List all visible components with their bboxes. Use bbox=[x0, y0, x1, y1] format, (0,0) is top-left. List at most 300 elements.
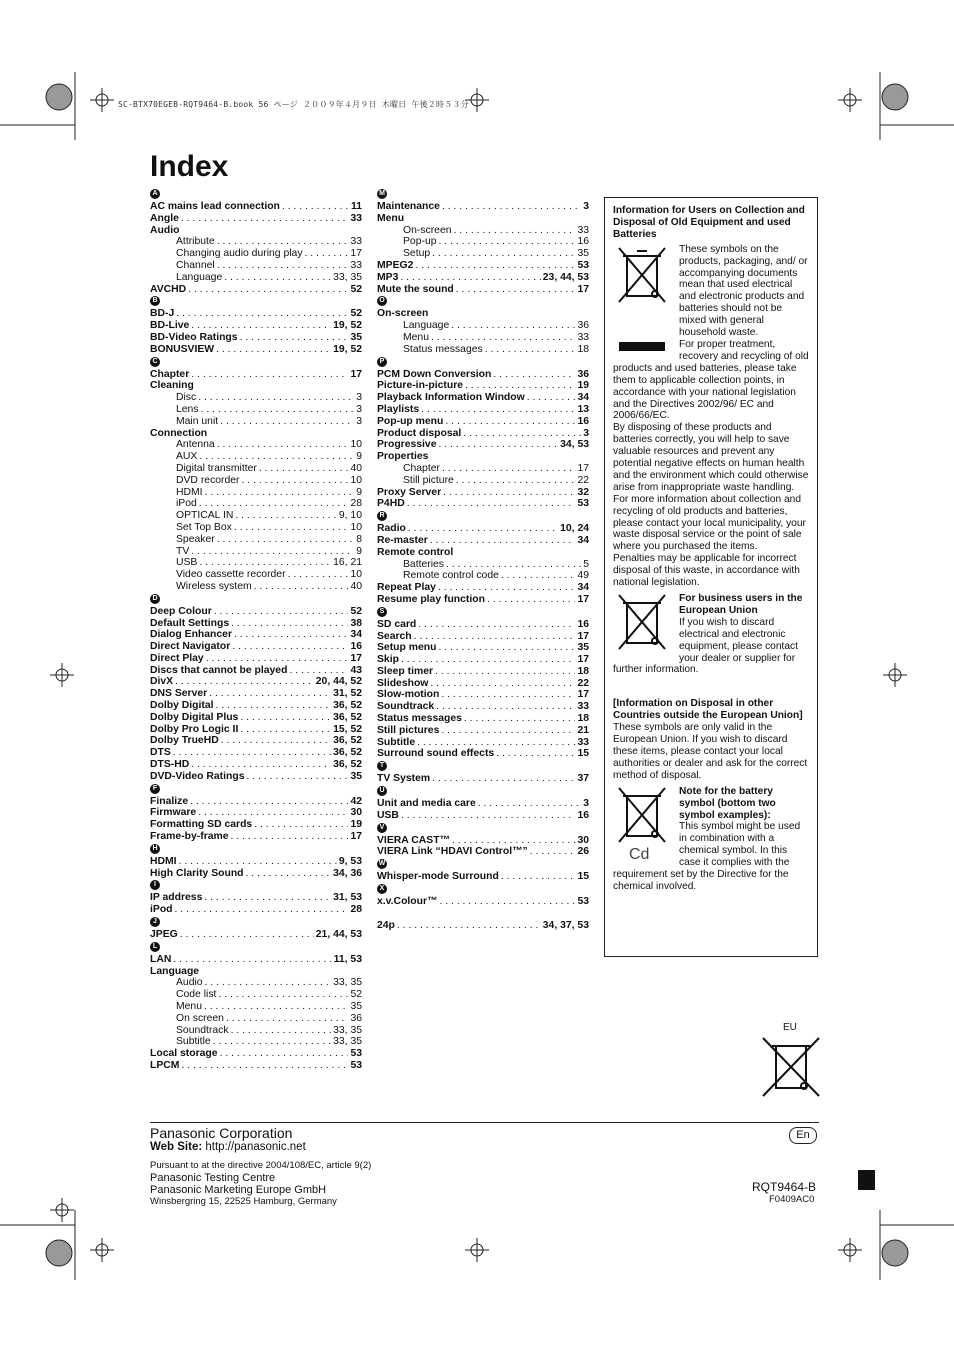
dot-leader bbox=[401, 810, 575, 822]
index-entry bbox=[377, 416, 589, 428]
dot-leader bbox=[205, 977, 332, 989]
dot-leader bbox=[176, 308, 348, 320]
entry-term: DTS bbox=[150, 747, 171, 759]
battery-text: This symbol might be used in combination with a chemical symbol. In this case it complies with the requirement set by the Directive for the chemical involved. bbox=[613, 821, 801, 892]
page-reference: 16 bbox=[577, 415, 589, 427]
entry-term: Soundtrack bbox=[176, 1024, 229, 1036]
entry-term: Product disposal bbox=[377, 427, 462, 439]
entry-term: Subtitle bbox=[176, 1036, 211, 1048]
page-reference: 17 bbox=[577, 462, 589, 474]
index-subentry bbox=[150, 581, 362, 593]
entry-term: Lens bbox=[176, 403, 199, 415]
page-reference: 33 bbox=[350, 212, 362, 224]
entry-term: Re-master bbox=[377, 534, 428, 546]
entry-term: Repeat Play bbox=[377, 582, 436, 594]
dot-leader bbox=[441, 725, 575, 737]
entry-term: BD-Video Ratings bbox=[150, 331, 238, 343]
entry-term: x.v.Colour™ bbox=[377, 896, 438, 908]
dot-leader bbox=[408, 523, 558, 535]
index-entry bbox=[377, 920, 589, 932]
section-letter-f: F bbox=[150, 784, 160, 794]
print-code: F0409AC0 bbox=[769, 1194, 815, 1205]
dot-leader bbox=[432, 248, 575, 260]
index-entry bbox=[377, 428, 589, 440]
dot-leader bbox=[201, 404, 355, 416]
index-column-1 bbox=[150, 188, 362, 1072]
page-reference: 33, 35 bbox=[333, 977, 362, 989]
index-entry bbox=[150, 868, 362, 880]
page-reference: 35 bbox=[350, 770, 362, 782]
dot-leader bbox=[217, 236, 349, 248]
page-reference: 3 bbox=[583, 798, 589, 810]
index-subentry bbox=[150, 1013, 362, 1025]
index-group-heading: Audio bbox=[150, 224, 180, 236]
index-entry bbox=[150, 641, 362, 653]
page-reference: 21 bbox=[577, 724, 589, 736]
entry-term: Digital transmitter bbox=[176, 462, 257, 474]
section-letter-p: P bbox=[377, 357, 387, 367]
entry-term: Slideshow bbox=[377, 677, 429, 689]
page-reference: 36, 52 bbox=[333, 735, 362, 747]
dot-leader bbox=[421, 404, 575, 416]
index-entry bbox=[150, 344, 362, 356]
index-entry bbox=[377, 798, 589, 810]
entry-term: LPCM bbox=[150, 1060, 180, 1071]
dot-leader bbox=[496, 748, 575, 760]
page-reference: 15 bbox=[577, 748, 589, 760]
entry-term: LAN bbox=[150, 953, 172, 965]
page-reference: 33 bbox=[577, 736, 589, 748]
outside-eu-text: These symbols are only valid in the European Union. If you wish to discard these items, please contact your local authorities or dealer and ask for the correct method of disposal. bbox=[613, 722, 808, 781]
entry-term: Menu bbox=[176, 1001, 202, 1013]
entry-term: Dolby Pro Logic II bbox=[150, 723, 239, 735]
page-reference: 52 bbox=[350, 605, 362, 617]
dot-leader bbox=[289, 665, 348, 677]
index-subentry bbox=[377, 225, 589, 237]
disposal-info-box bbox=[604, 197, 818, 957]
index-subentry bbox=[377, 463, 589, 475]
index-entry bbox=[377, 678, 589, 690]
index-entry bbox=[150, 688, 362, 700]
entry-term: BD-Live bbox=[150, 320, 190, 332]
dot-leader bbox=[191, 546, 354, 558]
index-entry bbox=[150, 892, 362, 904]
dot-leader bbox=[442, 463, 575, 475]
page-reference: 53 bbox=[350, 1060, 362, 1071]
page-reference: 11, 53 bbox=[333, 953, 362, 965]
entry-term: DVD-Video Ratings bbox=[150, 770, 245, 782]
index-subentry bbox=[150, 463, 362, 475]
index-entry bbox=[150, 904, 362, 916]
dot-leader bbox=[180, 929, 314, 941]
entry-term: Finalize bbox=[150, 795, 189, 807]
index-entry bbox=[377, 272, 589, 284]
index-subentry bbox=[150, 569, 362, 581]
index-subentry bbox=[150, 989, 362, 1001]
dot-leader bbox=[217, 439, 349, 451]
dot-leader bbox=[218, 989, 348, 1001]
entry-term: Chapter bbox=[403, 462, 440, 474]
entry-term: IP address bbox=[150, 892, 203, 904]
website-url[interactable]: http://panasonic.net bbox=[205, 1141, 306, 1153]
index-entry bbox=[150, 856, 362, 868]
file-header-text: SC-BTX70EGEB-RQT9464-B.book 56 ページ ２００９年４月９日 木曜日 午後２時５３分 bbox=[118, 100, 469, 109]
page-reference: 40 bbox=[350, 580, 362, 592]
section-letter-o: O bbox=[377, 296, 387, 306]
index-entry bbox=[377, 619, 589, 631]
index-subentry bbox=[150, 1001, 362, 1013]
index-entry bbox=[377, 666, 589, 678]
entry-term: Soundtrack bbox=[377, 701, 435, 713]
dot-leader bbox=[400, 272, 540, 284]
entry-term: iPod bbox=[176, 498, 197, 510]
dot-leader bbox=[435, 666, 575, 678]
entry-term: Attribute bbox=[176, 236, 215, 248]
page-reference: 10 bbox=[350, 521, 362, 533]
dot-leader bbox=[430, 535, 576, 547]
page-reference: 30 bbox=[577, 834, 589, 846]
dot-leader bbox=[240, 332, 349, 344]
entry-term: Video cassette recorder bbox=[176, 569, 286, 581]
entry-term: AC mains lead connection bbox=[150, 201, 280, 212]
page-reference: 16 bbox=[577, 809, 589, 821]
page-reference: 17 bbox=[577, 630, 589, 642]
index-entry bbox=[377, 498, 589, 510]
dot-leader bbox=[441, 689, 575, 701]
index-group-heading: Remote control bbox=[377, 546, 454, 558]
page-reference: 16 bbox=[577, 236, 589, 248]
page-reference: 16 bbox=[350, 641, 362, 653]
dot-leader bbox=[397, 920, 541, 932]
index-entry bbox=[377, 487, 589, 499]
index-entry bbox=[150, 819, 362, 831]
entry-term: VIERA Link “HDAVI Control™” bbox=[377, 846, 528, 858]
index-entry bbox=[150, 676, 362, 688]
dot-leader bbox=[224, 272, 331, 284]
page-reference: 18 bbox=[577, 343, 589, 355]
index-subentry bbox=[150, 475, 362, 487]
entry-term: Wireless system bbox=[176, 580, 252, 592]
entry-term: Radio bbox=[377, 523, 406, 535]
entry-term: Pop-up menu bbox=[377, 415, 444, 427]
entry-term: Setup menu bbox=[377, 642, 437, 654]
entry-term: MPEG2 bbox=[377, 259, 414, 271]
page-reference: 17 bbox=[577, 654, 589, 666]
entry-term: Main unit bbox=[176, 415, 219, 427]
section-letter-u: U bbox=[377, 786, 387, 796]
page-reference: 16 bbox=[577, 618, 589, 630]
index-subentry bbox=[150, 510, 362, 522]
entry-term: Audio bbox=[176, 977, 203, 989]
entry-term: Setup bbox=[403, 248, 431, 260]
index-subentry bbox=[150, 1025, 362, 1037]
info-para-2: For proper treatment, recovery and recycling of old products and used batteries, please take them to applicable collection points, in accordance with your national legislation and the Directives 2002/96/ EC and 2006/66/EC. bbox=[613, 338, 809, 422]
index-subentry bbox=[377, 332, 589, 344]
entry-term: P4HD bbox=[377, 498, 405, 510]
dot-leader bbox=[254, 581, 349, 593]
page-reference: 17 bbox=[350, 368, 362, 380]
index-subentry bbox=[150, 236, 362, 248]
page-reference: 28 bbox=[350, 498, 362, 510]
page-reference: 17 bbox=[350, 652, 362, 664]
dot-leader bbox=[438, 642, 575, 654]
page-reference: 35 bbox=[577, 642, 589, 654]
dot-leader bbox=[246, 868, 332, 880]
page-reference: 3 bbox=[583, 427, 589, 439]
entry-term: Search bbox=[377, 630, 412, 642]
entry-term: Still pictures bbox=[377, 724, 440, 736]
section-letter-w: W bbox=[378, 860, 386, 868]
business-heading: For business users in the European Union bbox=[679, 593, 803, 616]
index-entry bbox=[150, 213, 362, 225]
index-entry bbox=[150, 629, 362, 641]
dot-leader bbox=[198, 392, 354, 404]
page-reference: 49 bbox=[577, 570, 589, 582]
model-code: RQT9464-B bbox=[752, 1180, 817, 1194]
dot-leader bbox=[407, 498, 576, 510]
dot-leader bbox=[485, 344, 576, 356]
entry-term: Resume play function bbox=[377, 593, 485, 605]
section-letter-d: D bbox=[150, 594, 160, 604]
page-reference: 53 bbox=[350, 1048, 362, 1060]
page-reference: 28 bbox=[350, 904, 362, 916]
entry-term: Speaker bbox=[176, 533, 215, 545]
index-entry bbox=[377, 392, 589, 404]
entry-term: Progressive bbox=[377, 439, 437, 451]
index-entry bbox=[150, 665, 362, 677]
page-reference: 33 bbox=[577, 701, 589, 713]
business-text: If you wish to discard electrical and electronic equipment, please contact your dealer or supplier for further information. bbox=[613, 616, 798, 676]
page-reference: 34 bbox=[577, 392, 589, 404]
index-entry bbox=[150, 954, 362, 966]
section-letter-r: R bbox=[377, 511, 387, 521]
entry-term: High Clarity Sound bbox=[150, 867, 244, 879]
entry-term: Chapter bbox=[150, 368, 190, 380]
dot-leader bbox=[501, 871, 576, 883]
cd-chemical-label: Cd bbox=[629, 845, 650, 862]
index-entry bbox=[377, 631, 589, 643]
page-reference: 20, 44, 52 bbox=[315, 676, 362, 688]
index-group-heading: Connection bbox=[150, 427, 208, 439]
entry-term: Dolby TrueHD bbox=[150, 735, 219, 747]
dot-leader bbox=[221, 735, 331, 747]
page-reference: 19 bbox=[577, 380, 589, 392]
dot-leader bbox=[199, 451, 354, 463]
page-reference: 10 bbox=[350, 439, 362, 451]
dot-leader bbox=[231, 1025, 332, 1037]
page-reference: 38 bbox=[350, 617, 362, 629]
index-entry bbox=[377, 523, 589, 535]
page-reference: 23, 44, 53 bbox=[542, 271, 589, 283]
entry-term: Formatting SD cards bbox=[150, 819, 253, 831]
dot-leader bbox=[173, 954, 331, 966]
entry-term: Local storage bbox=[150, 1048, 218, 1060]
page-reference: 36 bbox=[350, 1012, 362, 1024]
dot-leader bbox=[199, 557, 331, 569]
dot-leader bbox=[443, 487, 575, 499]
dot-leader bbox=[206, 653, 349, 665]
entry-term: Dialog Enhancer bbox=[150, 629, 232, 641]
dot-leader bbox=[436, 701, 575, 713]
page-reference: 35 bbox=[577, 248, 589, 260]
page-reference: 53 bbox=[577, 498, 589, 510]
index-subentry bbox=[150, 392, 362, 404]
page-reference: 53 bbox=[577, 896, 589, 908]
entry-term: USB bbox=[377, 809, 399, 821]
entry-term: HDMI bbox=[150, 855, 177, 867]
page-reference: 34, 36 bbox=[333, 867, 362, 879]
entry-term: Set Top Box bbox=[176, 521, 232, 533]
dot-leader bbox=[493, 369, 575, 381]
index-subentry bbox=[377, 320, 589, 332]
index-entry bbox=[377, 810, 589, 822]
index-subentry bbox=[150, 416, 362, 428]
dot-leader bbox=[288, 569, 349, 581]
page-reference: 9 bbox=[356, 545, 362, 557]
index-entry bbox=[377, 773, 589, 785]
index-entry bbox=[150, 759, 362, 771]
entry-term: Firmware bbox=[150, 807, 197, 819]
page-reference: 31, 52 bbox=[333, 688, 362, 700]
page-reference: 52 bbox=[350, 989, 362, 1001]
page-reference: 40 bbox=[350, 462, 362, 474]
page-reference: 34 bbox=[350, 629, 362, 641]
entry-term: Proxy Server bbox=[377, 486, 442, 498]
index-group-heading: Properties bbox=[377, 451, 429, 463]
entry-term: BONUSVIEW bbox=[150, 343, 215, 355]
page-edge-tab bbox=[858, 1170, 875, 1190]
entry-term: Subtitle bbox=[377, 736, 416, 748]
entry-term: Remote control code bbox=[403, 570, 499, 582]
dot-leader bbox=[254, 819, 348, 831]
eu-crossed-bin-icon bbox=[760, 1036, 822, 1100]
page-reference: 26 bbox=[577, 846, 589, 858]
page-reference: 5 bbox=[583, 558, 589, 570]
dot-leader bbox=[401, 654, 575, 666]
index-entry bbox=[150, 712, 362, 724]
dot-leader bbox=[487, 594, 575, 606]
index-entry bbox=[150, 831, 362, 843]
dot-leader bbox=[432, 773, 575, 785]
entry-term: Batteries bbox=[403, 558, 445, 570]
directive-text: Pursuant to at the directive 2004/108/EC, article 9(2) bbox=[150, 1160, 372, 1171]
page-reference: 35 bbox=[350, 331, 362, 343]
entry-term: Maintenance bbox=[377, 201, 440, 212]
index-entry bbox=[150, 308, 362, 320]
index-subentry bbox=[150, 557, 362, 569]
dot-leader bbox=[247, 771, 349, 783]
dot-leader bbox=[173, 747, 331, 759]
index-entry bbox=[150, 618, 362, 630]
dot-leader bbox=[451, 320, 575, 332]
address-text: Winsbergring 15, 22525 Hamburg, Germany bbox=[150, 1196, 337, 1207]
page-reference: 34 bbox=[577, 534, 589, 546]
dot-leader bbox=[220, 416, 354, 428]
dot-leader bbox=[259, 463, 349, 475]
section-letter-v: V bbox=[377, 823, 387, 833]
dot-leader bbox=[191, 369, 348, 381]
page-reference: 30 bbox=[350, 807, 362, 819]
dot-leader bbox=[216, 700, 332, 712]
entry-term: On screen bbox=[176, 1012, 224, 1024]
entry-term: Sleep timer bbox=[377, 665, 434, 677]
info-para-3: By disposing of these products and batteries correctly, you will help to save valuable resources and prevent any potential negative effects on human health and the environment which could otherwise arise from inappropriate waste handling. bbox=[613, 422, 809, 493]
index-entry bbox=[150, 700, 362, 712]
dot-leader bbox=[240, 712, 331, 724]
page-reference: 36, 52 bbox=[333, 747, 362, 759]
index-entry bbox=[377, 582, 589, 594]
entry-term: Slow-motion bbox=[377, 689, 440, 701]
page-reference: 36 bbox=[577, 320, 589, 332]
entry-term: Picture-in-picture bbox=[377, 380, 464, 392]
entry-term: Playback Information Window bbox=[377, 392, 525, 404]
dot-leader bbox=[456, 475, 576, 487]
page-reference: 19 bbox=[350, 819, 362, 831]
entry-term: Channel bbox=[176, 259, 215, 271]
entry-term: AUX bbox=[176, 451, 198, 463]
entry-term: Deep Colour bbox=[150, 605, 212, 617]
section-letter-j: J bbox=[150, 917, 160, 927]
entry-term: JPEG bbox=[150, 929, 178, 941]
entry-term: AVCHD bbox=[150, 283, 187, 295]
section-letter-l: L bbox=[150, 942, 160, 952]
index-subentry bbox=[150, 1036, 362, 1048]
dot-leader bbox=[464, 713, 576, 725]
index-entry bbox=[377, 284, 589, 296]
index-entry bbox=[377, 260, 589, 272]
entry-term: Disc bbox=[176, 392, 197, 404]
index-subentry bbox=[150, 248, 362, 260]
page-reference: 3 bbox=[356, 415, 362, 427]
entry-term: Pop-up bbox=[403, 236, 437, 248]
dot-leader bbox=[530, 846, 576, 858]
entry-term: DNS Server bbox=[150, 688, 208, 700]
dot-leader bbox=[220, 1048, 349, 1060]
battery-heading: Note for the battery symbol (bottom two symbol examples): bbox=[679, 785, 776, 821]
dot-leader bbox=[216, 344, 331, 356]
entry-term: Playlists bbox=[377, 403, 420, 415]
dot-leader bbox=[198, 807, 348, 819]
dot-leader bbox=[527, 392, 576, 404]
info-para-5: Penalties may be applicable for incorrect disposal of this waste, in accordance with national legislation. bbox=[613, 553, 800, 589]
page-reference: 34, 37, 53 bbox=[542, 919, 589, 931]
page-reference: 33, 35 bbox=[333, 271, 362, 283]
entry-term: Unit and media care bbox=[377, 798, 476, 810]
page-reference: 17 bbox=[577, 593, 589, 605]
dot-leader bbox=[205, 487, 355, 499]
dot-leader bbox=[439, 236, 576, 248]
index-entry bbox=[150, 747, 362, 759]
website-label: Web Site: bbox=[150, 1141, 203, 1153]
entry-term: Mute the sound bbox=[377, 283, 454, 295]
index-entry bbox=[377, 535, 589, 547]
index-entry bbox=[150, 807, 362, 819]
page-reference: 21, 44, 53 bbox=[315, 929, 362, 941]
dot-leader bbox=[439, 439, 559, 451]
dot-leader bbox=[181, 213, 349, 225]
index-entry bbox=[377, 201, 589, 213]
entry-term: iPod bbox=[150, 904, 173, 916]
page-reference: 36, 52 bbox=[333, 759, 362, 771]
page-reference: 34 bbox=[577, 582, 589, 594]
index-subentry bbox=[377, 570, 589, 582]
dot-leader bbox=[501, 570, 576, 582]
index-entry bbox=[377, 846, 589, 858]
dot-leader bbox=[175, 676, 314, 688]
page-title: Index bbox=[150, 150, 229, 183]
index-subentry bbox=[150, 977, 362, 989]
dot-leader bbox=[456, 284, 576, 296]
